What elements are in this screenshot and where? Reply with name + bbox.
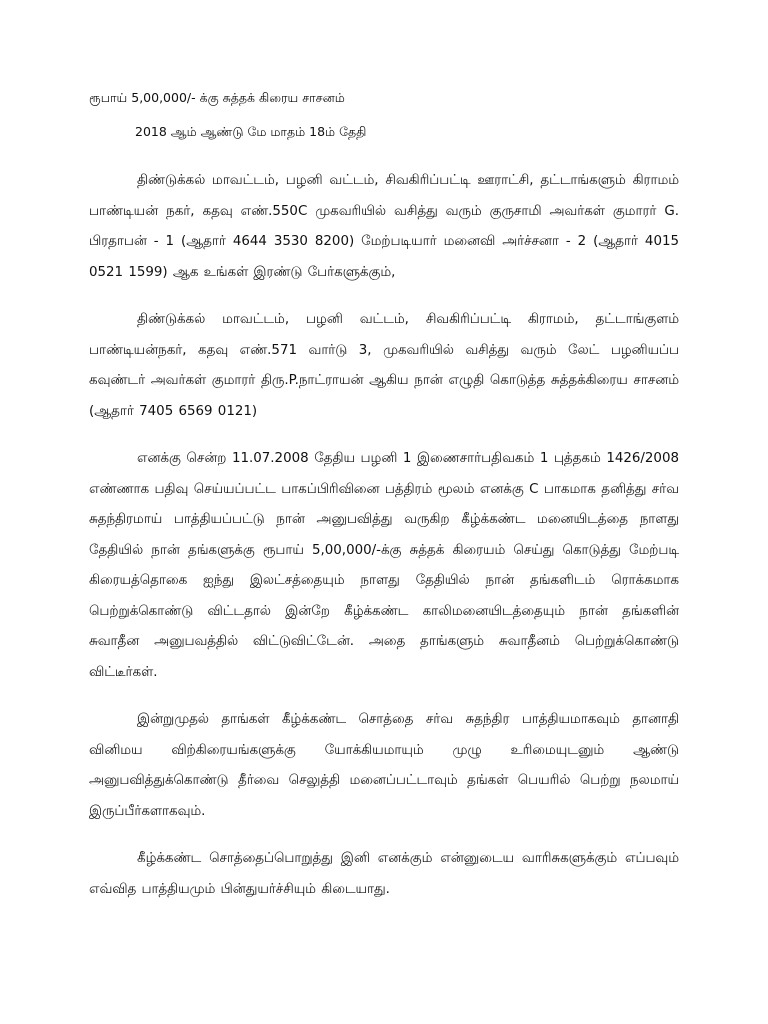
paragraph-purchasers: திண்டுக்கல் மாவட்டம், பழனி வட்டம், சிவகிரிப்பட்டி ஊராட்சி, தட்டாங்களும் கிராமம் பாண்டியன் நகர், கதவு எண்.550C முகவரியில் வசித்து வரும் குருசாமி அவர்கள் குமாரர் G. பிரதாபன் - 1 (ஆதார் 4644 3530 8200) மேற்படியார் மனைவி அர்ச்சனா - 2 (ஆதார் 4015 0521 1599) ஆக உங்கள் இரண்டு பேர்களுக்கும், — [89, 173, 679, 280]
paragraph-seller: திண்டுக்கல் மாவட்டம், பழனி வட்டம், சிவகிரிப்பட்டி கிராமம், தட்டாங்குளம் பாண்டியன்நகர், கதவு எண்.571 வார்டு 3, முகவரியில் வசித்து வரும் லேட் பழனியப்ப கவுண்டர் அவர்கள் குமாரர் திரு.P.நாட்ராயன் ஆகிய நான் எழுதி கொடுத்த சுத்தக்கிரைய சாசனம் (ஆதார் 7405 6569 0121) — [89, 312, 679, 419]
document-title: ரூபாய் 5,00,000/- க்கு சுத்தக் கிரைய சாசனம் — [89, 90, 345, 105]
document-date: 2018 ஆம் ஆண்டு மே மாதம் 18ம் தேதி — [135, 124, 367, 139]
sale-deed-document — [89, 88, 679, 905]
paragraph-sale-terms: எனக்கு சென்ற 11.07.2008 தேதிய பழனி 1 இணைசார்பதிவகம் 1 புத்தகம் 1426/2008 எண்ணாக பதிவு செய்யப்பட்ட பாகப்பிரிவினை பத்திரம் மூலம் எனக்கு C பாகமாக தனித்து சர்வ சுதந்திரமாய் பாத்தியப்பட்டு நான் அனுபவித்து வருகிற கீழ்க்கண்ட மனையிடத்தை நாளது தேதியில் நான் தங்களுக்கு ரூபாய் 5,00,000/-க்கு சுத்தக் கிரையம் செய்து கொடுத்து மேற்படி கிரையத்தொகை ஐந்து இலட்சத்தையும் நாளது தேதியில் நான் தங்களிடம் ரொக்கமாக பெற்றுக்கொண்டு விட்டதால் இன்றே கீழ்க்கண்ட காலிமனையிடத்தையும் நான் தங்களின் சுவாதீன அனுபவத்தில் விட்டுவிட்டேன். அதை தாங்களும் சுவாதீனம் பெற்றுக்கொண்டு விட்டீர்கள். — [89, 451, 679, 680]
paragraph-relinquishment: கீழ்க்கண்ட சொத்தைப்பொறுத்து இனி எனக்கும் என்னுடைய வாரிசுகளுக்கும் எப்பவும் எவ்வித பாத்தியமும் பின்துயர்ச்சியும் கிடையாது. — [89, 851, 679, 897]
paragraph-rights: இன்றுமுதல் தாங்கள் கீழ்க்கண்ட சொத்தை சர்வ சுதந்திர பாத்தியமாகவும் தானாதி வினிமய விற்கிரையங்களுக்கு யோக்கியமாயும் முழு உரிமையுடனும் ஆண்டு அனுபவித்துக்கொண்டு தீர்வை செலுத்தி மனைப்பட்டாவும் தங்கள் பெயரில் பெற்று நலமாய் இருப்பீர்களாகவும். — [89, 712, 679, 819]
